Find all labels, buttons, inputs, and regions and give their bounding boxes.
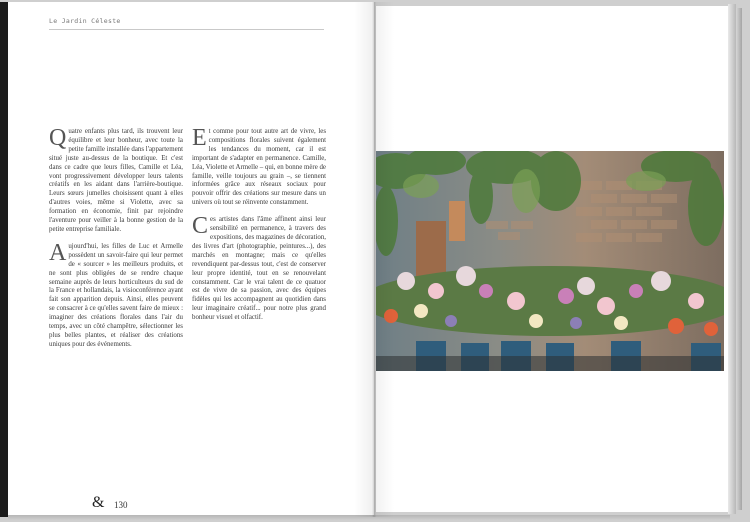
flower-shop-illustration <box>376 151 724 371</box>
paragraph <box>192 213 326 323</box>
running-header: Le Jardin Céleste <box>49 17 121 25</box>
bottom-shadow <box>8 515 730 520</box>
text-column-1 <box>49 125 183 358</box>
paragraph-text: ujourd'hui, les filles de Luc et Armelle possèdent un savoir-faire qui leur permet de « sourcer » les meilleurs produits, et ne sont plus obligées de se rendre chaque semaine auprès de leurs horticulteurs du sud de la France et hollandais, la visioconférence ayant fait son apparition depuis. Ainsi, elles peuvent se consacrer à ce qu'elles savent faire de mieux : imaginer des créations florales dans l'air du temps, avec un côté champêtre, sélectionner les plus belles plantes, et réaliser des créations uniques pour des événements. <box>49 242 183 348</box>
page-number: 130 <box>114 500 128 510</box>
header-rule <box>49 29 324 30</box>
ampersand-logo: & <box>92 494 105 511</box>
page-stack-edge-outer <box>736 8 742 510</box>
paragraph <box>49 239 183 350</box>
text-column-2 <box>192 125 326 331</box>
paragraph-text: uatre enfants plus tard, ils trouvent leur équilibre et leur bonheur, avec toute la petite famille installée dans l'appartement situé juste au-dessus de la boutique. Et c'est dans ce cadre que leurs filles, Camille et Léa, vont progressivement développer leurs talents créatifs en les aidant dans l'arrière-boutique. Leurs sœurs jumelles choisissent quant à elles d'autres voies, même si Violette, avec sa formation en économie, finit par rejoindre l'aventure pour veiller à la bonne gestion de la petite entreprise familiale. <box>49 128 183 233</box>
drop-cap: C <box>192 213 209 240</box>
flower-shop-photo <box>376 151 724 371</box>
drop-cap: Q <box>49 125 67 151</box>
paragraph <box>49 125 183 235</box>
drop-cap: A <box>49 239 67 266</box>
paragraph-text: t comme pour tout autre art de vivre, les compositions florales suivent également les tendances du moment, car il est important de s'adapter en permanence. Camille, Léa, Violette et Armelle – qui, en bonne mère de famille, veille toujours au grain –, se tiennent informées grâce aux réseaux sociaux pour pouvoir offrir des créations sur mesure dans un univers où tout se réinvente constamment. <box>192 128 326 207</box>
paragraph-text: es artistes dans l'âme affinent ainsi leur sensibilité en permanence, à travers des expositions, des magazines de décoration, des livres d'art (photographie, peintures...), des marchés en montagne; mais ce qu'elles revendiquent par-dessus tout, c'est de conserver leur propre identité, tout en se renouvelant constamment. Car le vrai talent de ce quatuor est de vivre de sa passion, avec des équipes fidèles qui les accompagnent au quotidien dans leur imaginaire créatif... pour notre plus grand bonheur visuel et olfactif. <box>192 216 326 322</box>
paragraph <box>192 125 326 208</box>
book-edge-left <box>0 2 8 517</box>
drop-cap: E <box>192 125 207 151</box>
page-stack-edge <box>728 4 736 514</box>
